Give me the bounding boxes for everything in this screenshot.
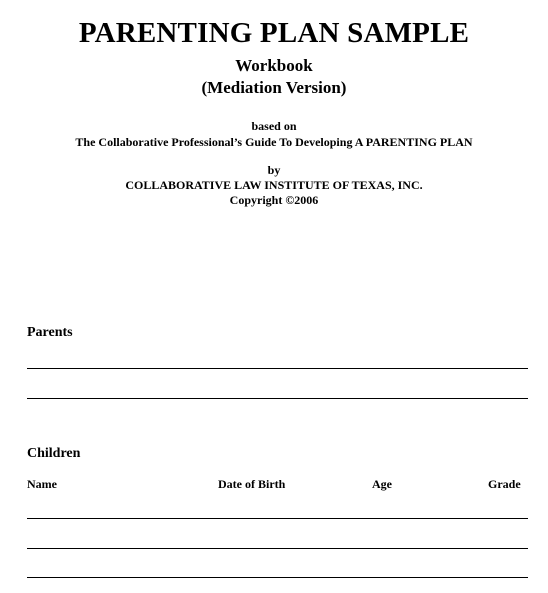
children-line-1[interactable] [27,518,528,519]
document-subtitle-version: (Mediation Version) [201,78,347,97]
column-header-age: Age [372,477,392,491]
parents-line-1[interactable] [27,368,528,369]
column-header-name: Name [27,477,57,491]
parents-heading: Parents [27,325,73,340]
by-text: by [267,163,281,177]
copyright-text: Copyright ©2006 [229,193,319,207]
guide-title: The Collaborative Professional’s Guide To Developing A PARENTING PLAN [75,135,473,149]
based-on-text: based on [251,119,297,133]
parents-line-2[interactable] [27,398,528,399]
column-header-date-of-birth: Date of Birth [218,477,286,491]
document-subtitle-workbook: Workbook [235,56,313,75]
children-line-2[interactable] [27,548,528,549]
column-header-grade: Grade [488,477,521,491]
document-title: PARENTING PLAN SAMPLE [78,17,470,49]
children-heading: Children [27,446,81,461]
children-line-3[interactable] [27,577,528,578]
institute-name: COLLABORATIVE LAW INSTITUTE OF TEXAS, INC. [125,178,423,192]
